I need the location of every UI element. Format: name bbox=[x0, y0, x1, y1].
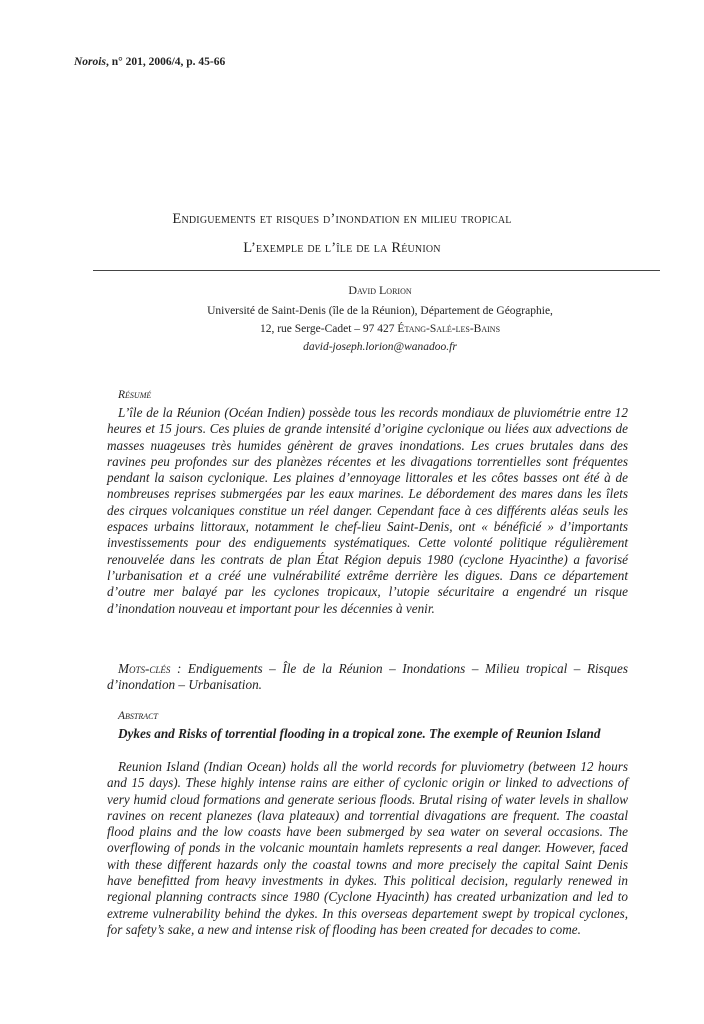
journal-name: Norois bbox=[74, 56, 106, 68]
article-title-line1: Endiguements et risques d’inondation en milieu tropical bbox=[172, 211, 512, 227]
keywords-text: : Endiguements – Île de la Réunion – Inondations – Milieu tropical – Risques d’inondation – Urbanisation. bbox=[107, 661, 628, 693]
article-title-line2: L’exemple de l’île de la Réunion bbox=[243, 240, 441, 256]
journal-citation bbox=[74, 56, 225, 68]
address-street: 12, rue Serge-Cadet – 97 427 bbox=[259, 323, 398, 335]
abstract-text: Reunion Island (Indian Ocean) holds all the world records for pluviometry (between 12 hours and 15 days). These highly intense rains are either of cyclonic origin or linked to advections of very humid cloud formations and generate serious floods. Brutal rising of water levels in shallow ravines on recent planezes (lava plateaux) and torrential divagations are frequent. The coastal flood plains and the low coasts have been submerged by sea water on several occasions. The overflowing of ponds in the volcanic mountain hamlets represents a real danger. However, faced with these different hazards only the coastal towns and more precisely the capital Saint Denis have benefitted from heavy investments in dykes. This political decision, regularly renewed in regional planning contracts since 1980 (Cyclone Hyacinth) has created urbanization and led to extreme vulnerability behind the dykes. In this overseas departement swept by tropical cyclones, for safety’s sake, a new and intense risk of flooding has been created for decades to come. bbox=[107, 759, 628, 937]
author-name: David Lorion bbox=[348, 283, 412, 297]
abstract-title: Dykes and Risks of torrential flooding in a tropical zone. The exemple of Reunion Island bbox=[118, 726, 601, 741]
title-divider bbox=[93, 270, 660, 271]
author-email[interactable]: david-joseph.lorion@wanadoo.fr bbox=[303, 341, 457, 353]
keywords bbox=[107, 661, 628, 694]
author-affiliation: Université de Saint-Denis (île de la Réunion), Département de Géographie, bbox=[207, 305, 553, 317]
keywords-label: Mots-clés bbox=[118, 661, 171, 676]
author-address bbox=[0, 323, 704, 335]
journal-issue: , n° 201, 2006/4, p. 45-66 bbox=[105, 56, 226, 68]
abstract-label: Abstract bbox=[118, 710, 158, 722]
resume-text: L’île de la Réunion (Océan Indien) possède tous les records mondiaux de pluviométrie entre 12 heures et 15 jours. Ces pluies de grande intensité d’origine cyclonique ou liées aux advections de masses nuageuses très humides génèrent de graves inondations. Les crues brutales dans des ravines peu profondes sur des planèzes récentes et les divagations torrentielles sont fréquentes pendant la saison cyclonique. Les plaines d’ennoyage littorales et les côtes basses ont été à de nombreuses reprises submergées par les eaux marines. Le débordement des mares dans les îlets des cirques volcaniques constitue un réel danger. Cependant face à ces différents aléas seuls les espaces urbains littoraux, notamment le chef-lieu Saint-Denis, ont « bénéficié » d’importants investissements pour des endiguements systématiques. Cette volonté politique régulièrement renouvelée dans les contrats de plan État Région depuis 1980 (cyclone Hyacinthe) a favorisé l’urbanisation et a créé une vulnérabilité extrême derrière les digues. Dans ce département d’outre mer balayé par les cyclones tropicaux, l’utopie sécuritaire a engendré un risque d’inondation nouveau et important pour les décennies à venir. bbox=[107, 405, 628, 616]
address-city: Étang-Salé-les-Bains bbox=[397, 323, 501, 335]
resume-label: Résumé bbox=[118, 389, 152, 401]
